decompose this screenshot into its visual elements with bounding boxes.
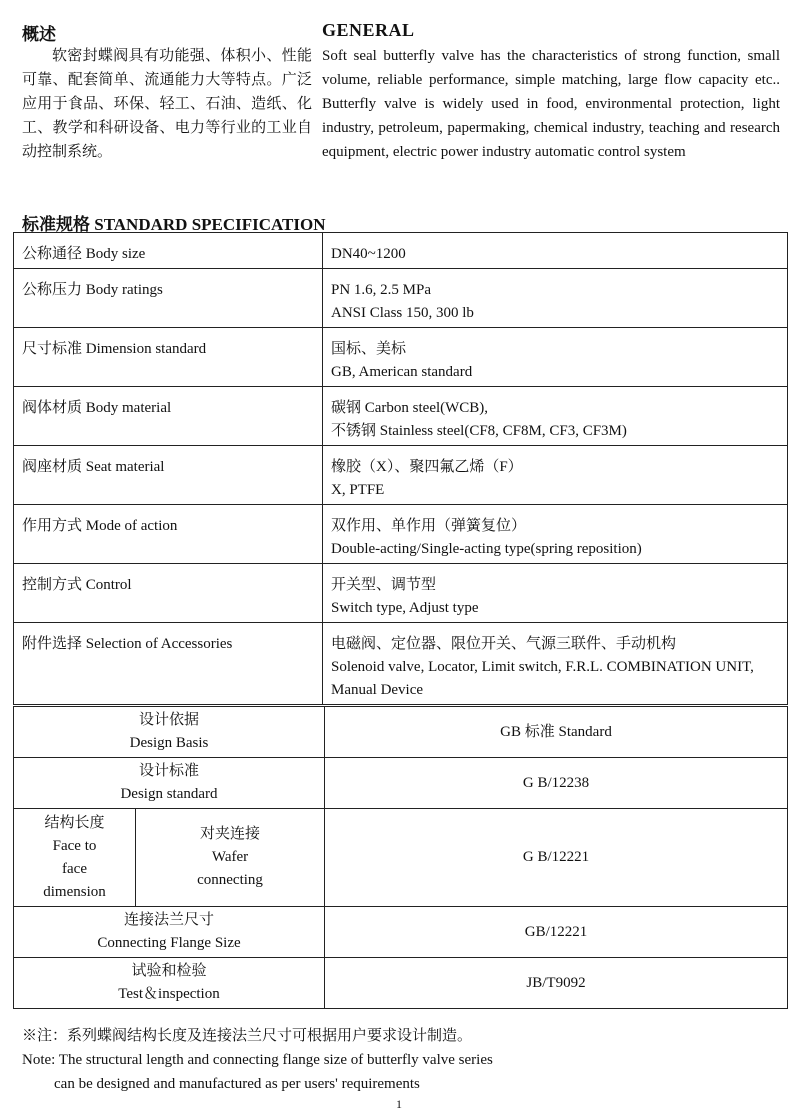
basis-sublabel-en: Wafer bbox=[211, 849, 249, 865]
spec-label: 尺寸标准 Dimension standard bbox=[14, 328, 323, 387]
spec-label: 作用方式 Mode of action bbox=[14, 505, 323, 564]
basis-label-en: Design Basis bbox=[129, 735, 209, 751]
spec-label: 公称通径 Body size bbox=[14, 233, 323, 269]
spec-value bbox=[323, 564, 788, 623]
spec-label: 控制方式 Control bbox=[14, 564, 323, 623]
basis-label bbox=[14, 707, 325, 758]
spec-row-seat-material bbox=[14, 446, 788, 505]
overview-cn-title: 概述 bbox=[22, 25, 56, 44]
design-basis-table bbox=[13, 706, 788, 1009]
spec-value bbox=[323, 328, 788, 387]
note-cn: ※注：系列蝶阀结构长度及连接法兰尺寸可根据用户要求设计制造。 bbox=[22, 1028, 473, 1044]
spec-row-control bbox=[14, 564, 788, 623]
basis-sublabel-cn: 对夹连接 bbox=[199, 826, 260, 842]
spec-value-line: 国标、美标 bbox=[331, 341, 407, 357]
spec-value-line: 橡胶（X）、聚四氟乙烯（F） bbox=[331, 459, 523, 475]
spec-label: 阀座材质 Seat material bbox=[14, 446, 323, 505]
basis-value: GB/12221 bbox=[325, 907, 788, 958]
spec-value-line: 双作用、单作用（弹簧复位） bbox=[331, 518, 527, 534]
spec-row-body-size bbox=[14, 233, 788, 269]
basis-value: GB 标准 Standard bbox=[325, 707, 788, 758]
overview-en-title: GENERAL bbox=[322, 20, 415, 40]
spec-value bbox=[323, 233, 788, 269]
basis-label-en: dimension bbox=[43, 883, 106, 900]
spec-row-dimension-standard bbox=[14, 328, 788, 387]
spec-label: 公称压力 Body ratings bbox=[14, 269, 323, 328]
spec-label: 阀体材质 Body material bbox=[14, 387, 323, 446]
spec-value-line: 开关型、调节型 bbox=[331, 577, 437, 593]
spec-row-body-ratings bbox=[14, 269, 788, 328]
spec-value bbox=[323, 446, 788, 505]
overview-en-body: Soft seal butterfly valve has the characteristics of strong function, small volume, reliable performance, simple matching, large flow capacity etc.. Butterfly valve is widely used in food, environmental protection, light industry, petroleum, papermaking, chemical industry, teaching and research equipment, electric power industry automatic control system bbox=[322, 48, 780, 160]
basis-label bbox=[14, 907, 325, 958]
spec-value-line: ANSI Class 150, 300 lb bbox=[331, 305, 474, 321]
spec-value bbox=[323, 623, 788, 705]
spec-value-line: 碳钢 Carbon steel(WCB), bbox=[331, 400, 489, 416]
spec-row-mode-of-action bbox=[14, 505, 788, 564]
overview-cn-body: 软密封蝶阀具有功能强、体积小、性能可靠、配套简单、流通能力大等特点。广泛应用于食品、环保、轻工、石油、造纸、化工、教学和科研设备、电力等行业的工业自动控制系统。 bbox=[22, 48, 312, 160]
spec-value bbox=[323, 387, 788, 446]
page-number: 1 bbox=[396, 1097, 402, 1111]
basis-label-en: Face to bbox=[52, 837, 97, 854]
basis-label-cn: 试验和检验 bbox=[131, 963, 207, 979]
basis-label bbox=[14, 809, 136, 907]
basis-label-cn: 设计标准 bbox=[138, 763, 199, 779]
spec-value-line: DN40~1200 bbox=[331, 246, 406, 262]
spec-value-line: PN 1.6, 2.5 MPa bbox=[331, 282, 432, 298]
basis-label bbox=[14, 758, 325, 809]
basis-row-design-standard bbox=[14, 758, 788, 809]
spec-row-accessories bbox=[14, 623, 788, 705]
note-en-line2: can be designed and manufactured as per users' requirements bbox=[54, 1076, 420, 1092]
basis-value: G B/12238 bbox=[325, 758, 788, 809]
basis-label bbox=[14, 958, 325, 1009]
spec-heading: 标准规格 STANDARD SPECIFICATION bbox=[22, 215, 326, 234]
basis-sublabel bbox=[136, 809, 325, 907]
basis-sublabel-en: connecting bbox=[197, 872, 263, 888]
basis-label-cn: 设计依据 bbox=[138, 712, 199, 728]
spec-value bbox=[323, 269, 788, 328]
basis-label-en: Connecting Flange Size bbox=[97, 935, 241, 951]
spec-value-line: 不锈钢 Stainless steel(CF8, CF8M, CF3, CF3M) bbox=[331, 423, 627, 439]
basis-label-en: face bbox=[62, 860, 87, 877]
spec-table bbox=[13, 232, 788, 705]
basis-row-test-inspection bbox=[14, 958, 788, 1009]
basis-label-cn: 结构长度 bbox=[44, 814, 105, 831]
basis-value: JB/T9092 bbox=[325, 958, 788, 1009]
basis-row-design-basis bbox=[14, 707, 788, 758]
basis-label-en: Test＆inspection bbox=[118, 986, 220, 1002]
basis-label-cn: 连接法兰尺寸 bbox=[123, 912, 214, 928]
spec-row-body-material bbox=[14, 387, 788, 446]
spec-value-line: Manual Device bbox=[331, 682, 424, 698]
basis-row-face-to-face bbox=[14, 809, 788, 907]
spec-value-line: GB, American standard bbox=[331, 364, 473, 380]
spec-value-line: Switch type, Adjust type bbox=[331, 600, 479, 616]
spec-value-line: X, PTFE bbox=[331, 482, 385, 498]
spec-value-line: Double-acting/Single-acting type(spring reposition) bbox=[331, 541, 642, 557]
spec-value-line: 电磁阀、定位器、限位开关、气源三联件、手动机构 bbox=[331, 636, 677, 652]
basis-row-flange-size bbox=[14, 907, 788, 958]
spec-value bbox=[323, 505, 788, 564]
note-en-line1: Note: The structural length and connecting flange size of butterfly valve series bbox=[22, 1052, 493, 1068]
basis-value: G B/12221 bbox=[325, 809, 788, 907]
spec-value-line: Solenoid valve, Locator, Limit switch, F.R.L. COMBINATION UNIT, bbox=[331, 659, 754, 675]
spec-label: 附件选择 Selection of Accessories bbox=[14, 623, 323, 705]
basis-label-en: Design standard bbox=[120, 786, 218, 802]
